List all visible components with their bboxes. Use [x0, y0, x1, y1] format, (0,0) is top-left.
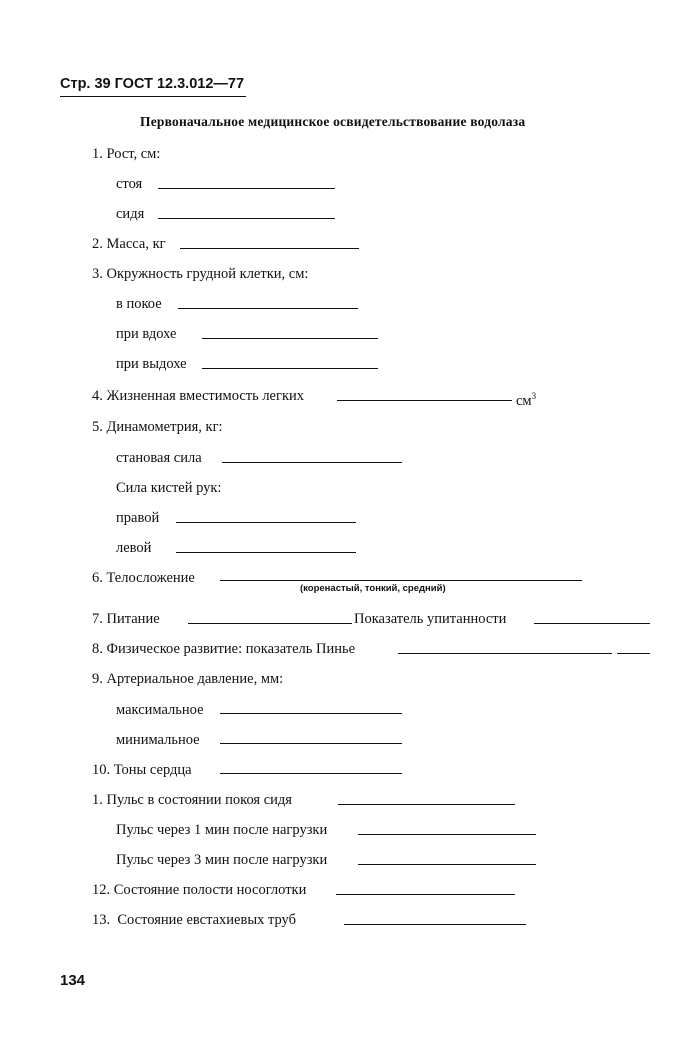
physique-hint: (коренастый, тонкий, средний)	[300, 583, 446, 594]
header-page-ref: Стр. 39	[60, 76, 111, 92]
item-development-label: 8. Физическое развитие: показатель Пинье	[92, 641, 356, 657]
item-blood-pressure-label: 9. Артериальное давление, мм:	[92, 671, 284, 687]
page-number: 134	[60, 972, 86, 989]
header-standard-code: ГОСТ 12.3.012—77	[114, 76, 245, 92]
development-field[interactable]	[398, 653, 612, 654]
mass-field[interactable]	[180, 248, 359, 249]
hand-right-label: правой	[116, 510, 160, 526]
bp-min-label: минимальное	[116, 732, 200, 748]
bp-min-field[interactable]	[220, 743, 402, 744]
item-mass-label: 2. Масса, кг	[92, 236, 166, 252]
item-nasopharynx-label: 12. Состояние полости носоглотки	[92, 882, 307, 898]
vital-capacity-unit	[516, 387, 536, 410]
chest-inhale-label: при вдохе	[116, 326, 177, 342]
eustachian-field[interactable]	[344, 924, 526, 925]
item-chest-label: 3. Окружность грудной клетки, см:	[92, 266, 309, 282]
nutrition-index-label: Показатель упитанности	[354, 611, 507, 627]
chest-inhale-field[interactable]	[202, 338, 378, 339]
bp-max-label: максимальное	[116, 702, 204, 718]
pulse-after3-field[interactable]	[358, 864, 536, 865]
pulse-after1-label: Пульс через 1 мин после нагрузки	[116, 822, 328, 838]
physique-field[interactable]	[220, 580, 582, 581]
back-strength-field[interactable]	[222, 462, 402, 463]
item-height-label: 1. Рост, см:	[92, 146, 161, 162]
heart-tones-field[interactable]	[220, 773, 402, 774]
chest-exhale-label: при выдохе	[116, 356, 187, 372]
development-field-tail[interactable]	[617, 653, 650, 654]
hand-left-label: левой	[116, 540, 152, 556]
hand-left-field[interactable]	[176, 552, 356, 553]
item-eustachian-label: 13. Состояние евстахиевых труб	[92, 912, 296, 928]
chest-rest-label: в покое	[116, 296, 162, 312]
height-standing-field[interactable]	[158, 188, 335, 189]
form-title: Первоначальное медицинское освидетельствование водолаза	[140, 114, 526, 129]
hand-right-field[interactable]	[176, 522, 356, 523]
item-dynamometry-label: 5. Динамометрия, кг:	[92, 419, 223, 435]
pulse-rest-field[interactable]	[338, 804, 515, 805]
chest-exhale-field[interactable]	[202, 368, 378, 369]
hand-strength-label: Сила кистей рук:	[116, 480, 222, 496]
item-physique-label: 6. Телосложение	[92, 570, 195, 586]
header-underline	[60, 96, 246, 97]
chest-rest-field[interactable]	[178, 308, 358, 309]
pulse-after1-field[interactable]	[358, 834, 536, 835]
nutrition-field[interactable]	[188, 623, 352, 624]
height-sitting-label: сидя	[116, 206, 145, 222]
back-strength-label: становая сила	[116, 450, 202, 466]
vital-capacity-unit-exponent: 3	[531, 391, 537, 401]
pulse-after3-label: Пульс через 3 мин после нагрузки	[116, 852, 328, 868]
bp-max-field[interactable]	[220, 713, 402, 714]
item-vital-capacity-label: 4. Жизненная вместимость легких	[92, 388, 304, 404]
height-sitting-field[interactable]	[158, 218, 335, 219]
nutrition-index-field[interactable]	[534, 623, 650, 624]
item-pulse-rest-label: 1. Пульс в состоянии покоя сидя	[92, 792, 292, 808]
item-nutrition-label: 7. Питание	[92, 611, 160, 627]
vital-capacity-field[interactable]	[337, 400, 512, 401]
nasopharynx-field[interactable]	[336, 894, 515, 895]
vital-capacity-unit-base: см	[516, 392, 532, 409]
height-standing-label: стоя	[116, 176, 143, 192]
page-header	[60, 76, 244, 92]
item-heart-tones-label: 10. Тоны сердца	[92, 762, 192, 778]
